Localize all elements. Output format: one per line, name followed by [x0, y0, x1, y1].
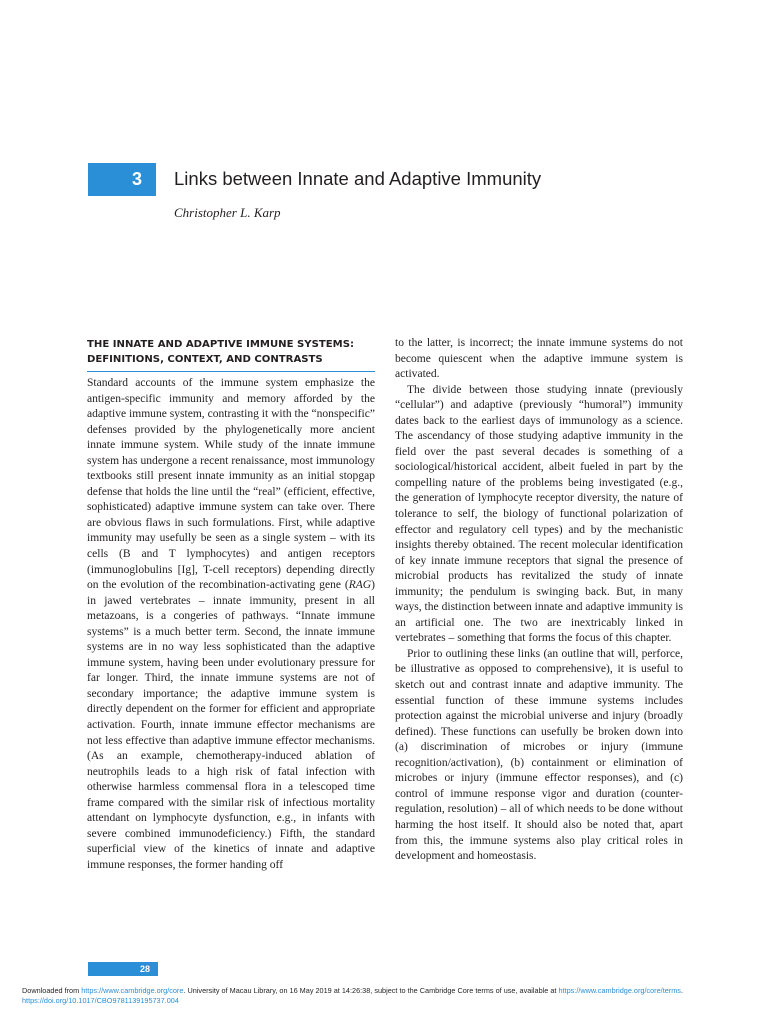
left-paragraph-1	[87, 376, 375, 874]
right-paragraph-3: Prior to outlining these links (an outline that will, perforce, be illustrative as opposed to comprehensive), it is useful to sketch out and contrast innate and adaptive immunity. The essential function of these immune systems includes protection against the microbial universe and injury (broadly defined). These functions can usefully be broken down into (a) discrimination of microbes or injury (immune recognition/activation), (b) containment or elimination of microbes or injury (immune effector responses), and (c) control of immune response vigor and duration (counter-regulation, resolution) – all of which needs to be done without harming the host itself. It should also be noted that, apart from this, the immune systems also play critical roles in development and homeostasis.	[395, 647, 683, 863]
footer-end: .	[680, 986, 683, 995]
section-heading-line-2: DEFINITIONS, CONTEXT, AND CONTRASTS	[87, 354, 323, 365]
section-heading-line-1: THE INNATE AND ADAPTIVE IMMUNE SYSTEMS:	[87, 339, 355, 350]
cambridge-core-link[interactable]: https://www.cambridge.org/core	[81, 986, 184, 995]
left-column	[87, 376, 375, 874]
terms-link[interactable]: https://www.cambridge.org/core/terms	[558, 986, 681, 995]
doi-link[interactable]: https://doi.org/10.1017/CBO9781139195737.004	[22, 996, 179, 1005]
rag-gene-italic: RAG	[348, 579, 372, 592]
right-column	[395, 336, 683, 865]
page-number: 28	[139, 964, 150, 974]
footer-prefix: Downloaded from	[22, 986, 82, 995]
left-paragraph-1-text: Standard accounts of the immune system emphasize the antigen-specific immunity and memory afforded by the adaptive immune system, contrasting it with the “nonspecific” defenses provided by the phylogenetically more ancient innate immune system. While study of the innate immune system has undergone a recent renaissance, most immunology textbooks still present innate immunity as an initial stopgap defense that holds the line until the “real” (efficient, effective, sophisticated) adaptive immune system can take over. There are obvious flaws in such formulations. First, while adaptive immunity may usefully be seen as a single system – with its cells (B and T lymphocytes) and antigen receptors (immunoglobulins [Ig], T-cell receptors) depending directly on the evolution of the recombination-activating gene (	[87, 377, 375, 592]
right-paragraph-1: to the latter, is incorrect; the innate immune systems do not become quiescent when the adaptive immune system is activated.	[395, 337, 683, 381]
footer-middle: . University of Macau Library, on 16 May 2019 at 14:26:38, subject to the Cambridge Core terms of use, available at	[183, 986, 559, 995]
chapter-number-badge	[88, 163, 156, 196]
page-number-badge	[88, 962, 158, 976]
right-paragraph-2: The divide between those studying innate (previously “cellular”) and adaptive (previously “humoral”) immunity dates back to the earliest days of immunology as a science. The ascendancy of those studying adaptive immunity in the field over the past several decades is something of a sociological/historical accident, albeit fueled in part by the compelling nature of the problems being investigated (e.g., the generation of lymphocyte receptor diversity, the nature of tolerance to self, the biology of functional polarization of effector and regulatory cell types) and by the mechanistic insights thereby obtained. The recent molecular identification of key innate immune receptors that signal the presence of microbial products has revitalized the study of innate immunity; the pendulum is swinging back. But, in many ways, the distinction between innate and adaptive immunity is an artificial one. The two are inextricably linked in vertebrates – something that forms the focus of this chapter.	[395, 383, 683, 645]
section-heading	[87, 337, 375, 372]
author-name: Christopher L. Karp	[174, 205, 281, 220]
download-footer	[22, 986, 762, 1006]
left-paragraph-1-rest: ) in jawed vertebrates – innate immunity, present in all metazoans, is a congeries of pathways. “Innate immune systems” is a much better term. Second, the innate immune systems are in no way less sophisticated than the adaptive immune system, having been under evolutionary pressure for far longer. Third, the innate immune systems are not of secondary importance; the adaptive immune system is directly dependent on the former for efficient and appropriate activation. Fourth, innate immune effector mechanisms are not less effective than adaptive immune effector mechanisms. (As an example, chemotherapy-induced ablation of neutrophils leads to a high risk of fatal infection with otherwise harmless commensal flora in a telescoped time frame compared with the similar risk of infectious mortality attendant on lymphocyte dysfunction, e.g., in infants with severe combined immunodeficiency.) Fifth, the standard superficial view of the kinetics of innate and adaptive immune responses, the former handing off	[87, 579, 375, 871]
chapter-title: Links between Innate and Adaptive Immunity	[174, 168, 542, 189]
chapter-number: 3	[131, 169, 142, 189]
